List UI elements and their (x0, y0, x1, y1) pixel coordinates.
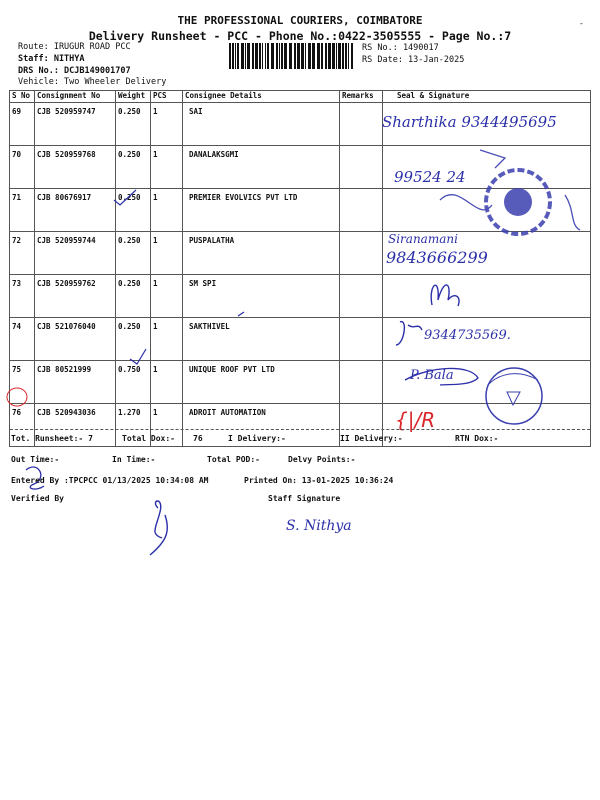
cell-sno: 71 (10, 189, 35, 232)
cell-pcs: 1 (151, 189, 183, 232)
cell-sno: 70 (10, 146, 35, 189)
cell-sno: 69 (10, 103, 35, 146)
cell-pcs: 1 (151, 361, 183, 404)
tot-runsheet: Tot. Runsheet:- 7 (11, 434, 93, 443)
cell-sno: 76 (10, 404, 35, 447)
total-dox-label: Total Dox:- (122, 434, 175, 443)
vehicle-label: Vehicle: Two Wheeler Delivery (18, 77, 167, 87)
cell-consignment: CJB 520959747 (35, 103, 116, 146)
cell-pcs: 1 (151, 146, 183, 189)
tick-mark (130, 349, 146, 364)
company-name: THE PROFESSIONAL COURIERS, COIMBATORE (177, 14, 423, 27)
seal-stamp (440, 150, 580, 234)
row76-circle (7, 388, 27, 406)
cell-weight: 0.250 (116, 232, 151, 275)
rs-date: RS Date: 13-Jan-2025 (362, 55, 465, 65)
entered-by: Entered By :TPCPCC 01/13/2025 10:34:08 AM (11, 476, 209, 485)
corner-mark: - (579, 19, 584, 28)
cell-pcs: 1 (151, 103, 183, 146)
row74-signature (396, 322, 422, 345)
cell-weight: 0.250 (116, 103, 151, 146)
ii-delivery: II Delivery:- (340, 434, 403, 443)
cell-consignee: SAKTHIVEL (183, 318, 340, 361)
cell-consignee: SAI (183, 103, 340, 146)
rtn-dox: RTN Dox:- (455, 434, 499, 443)
row72-phone-handwriting: 9843666299 (386, 248, 488, 267)
cell-consignment: CJB 80676917 (35, 189, 116, 232)
cell-consignment: CJB 520943036 (35, 404, 116, 447)
cell-consignment: CJB 80521999 (35, 361, 116, 404)
col-header-weight: Weight (116, 91, 151, 103)
summary-divider (10, 429, 590, 430)
col-header-remarks: Remarks (340, 91, 383, 103)
cell-pcs: 1 (151, 275, 183, 318)
staff-signature-label: Staff Signature (268, 494, 341, 503)
cell-sno: 74 (10, 318, 35, 361)
cell-consignee: UNIQUE ROOF PVT LTD (183, 361, 340, 404)
runsheet-title: Delivery Runsheet - PCC - Phone No.:0422-3505555 - Page No.:7 (88, 29, 512, 43)
cell-consignee: PREMIER EVOLVICS PVT LTD (183, 189, 340, 232)
tick-mark (238, 312, 244, 316)
cell-consignment: CJB 521076040 (35, 318, 116, 361)
printed-on: Printed On: 13-01-2025 10:36:24 (244, 476, 394, 485)
staff-signature: S. Nithya (286, 518, 352, 534)
staff-label: Staff: NITHYA (18, 54, 85, 64)
cell-weight: 0.250 (116, 318, 151, 361)
cell-consignment: CJB 520959744 (35, 232, 116, 275)
cell-weight: 0.250 (116, 146, 151, 189)
cell-consignee: DANALAKSGMI (183, 146, 340, 189)
row74-handwriting: 9344735569. (424, 328, 511, 343)
cell-consignment: CJB 520959762 (35, 275, 116, 318)
col-header-sno: S No (10, 91, 35, 103)
row76-handwriting: P. Bala (410, 368, 454, 383)
red-ink-mark: {|/R (395, 408, 436, 432)
route-label: Route: IRUGUR ROAD PCC (18, 42, 131, 52)
col-header-consignment: Consignment No (35, 91, 116, 103)
cell-pcs: 1 (151, 404, 183, 447)
out-time: Out Time:- (11, 455, 60, 464)
cell-weight: 0.250 (116, 189, 151, 232)
cell-pcs: 1 (151, 318, 183, 361)
cell-sno: 75 (10, 361, 35, 404)
in-time: In Time:- (112, 455, 156, 464)
col-header-pcs: PCS (151, 91, 183, 103)
row69-handwriting: Sharthika 9344495695 (382, 113, 557, 131)
cell-consignment: CJB 520959768 (35, 146, 116, 189)
cell-sno: 73 (10, 275, 35, 318)
total-pod: Total POD:- (207, 455, 260, 464)
col-header-seal: Seal & Signature (383, 91, 591, 103)
cell-consignee: SM SPI (183, 275, 340, 318)
total-dox-value: 76 (193, 434, 203, 443)
verified-signature (150, 501, 167, 555)
col-header-consignee: Consignee Details (183, 91, 340, 103)
cell-weight: 0.250 (116, 275, 151, 318)
i-delivery: I Delivery:- (228, 434, 286, 443)
cell-consignee: PUSPALATHA (183, 232, 340, 275)
cell-consignee: ADROIT AUTOMATION (183, 404, 340, 447)
row72-name-handwriting: Siranamani (388, 232, 458, 246)
cell-sno: 72 (10, 232, 35, 275)
tick-mark (114, 190, 136, 205)
cell-pcs: 1 (151, 232, 183, 275)
verified-by: Verified By (11, 494, 64, 503)
row73-signature (431, 285, 459, 306)
cell-weight: 1.270 (116, 404, 151, 447)
rs-number: RS No.: 1490017 (362, 43, 439, 53)
drs-number: DRS No.: DCJB149001707 (18, 66, 131, 76)
cell-weight: 0.750 (116, 361, 151, 404)
delvy-points: Delvy Points:- (288, 455, 356, 464)
row71-handwriting: 99524 24 (394, 168, 466, 186)
